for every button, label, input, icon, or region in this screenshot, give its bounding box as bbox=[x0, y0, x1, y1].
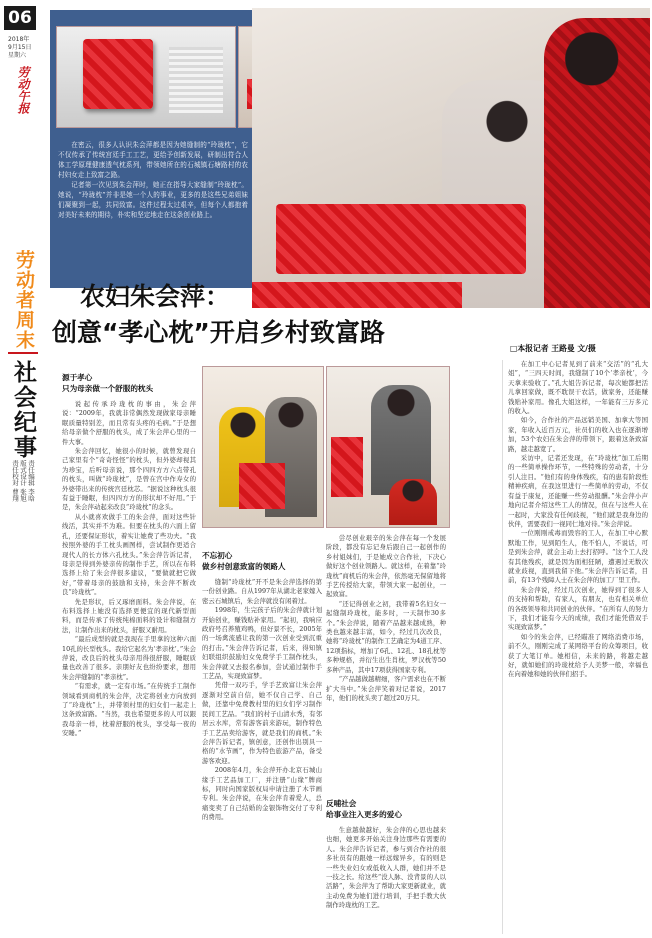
section-name-secondary: 社会纪事 bbox=[10, 360, 36, 460]
subhead-give-back bbox=[326, 798, 446, 820]
subhead-origin-title: 源于孝心 bbox=[62, 373, 93, 382]
body-paragraph: “有需求，就一定有市场。”在传统手工制作领域看到商机的朱会萍，决定将创业方向放到了“玲珑枕”上，并带领村里的妇女们一起走上这条致富路。“当然，我也希望更多的人可以跟我母亲一样，枕着舒服的枕头，享受每一夜的安睡。” bbox=[62, 682, 196, 738]
newspaper-logo: 劳动午报 bbox=[16, 66, 30, 114]
proof-credit: 责任校对 曹翔 bbox=[11, 460, 19, 502]
pillow-photo bbox=[56, 26, 236, 128]
date-year: 2018年 bbox=[8, 36, 30, 43]
red-pillow-image bbox=[83, 39, 153, 109]
body-paragraph: 采访中，记者还发现，在“玲珑枕”加工后期的一些简单操作环节，一些特殊的劳动者，十分引人注目。“他们有的身体残疾，有的患有阶段性精神疾病，在我这里进行一些简单的劳动，不仅有益于康复，还能赚一些劳动报酬。”朱会萍小声地向记者介绍这些工人的情况，但在与这些人在一起时，大家没有任何歧视，“他们就是我身边的伙伴，需要我们一视同仁地对待。”朱会萍说。 bbox=[508, 454, 648, 528]
sewing-pillow-stack-image bbox=[331, 437, 363, 497]
section-name-primary: 劳动者周末 bbox=[13, 250, 35, 350]
intro-paragraph: 记者第一次见到朱会萍时，她正在指导大家缝制“玲珑枕”。她说，“玲珑枕”并非是她一个人的事业，更多的是这些兄弟姐妹们凝聚到一起，共同致富。这件过程太过艰辛，但每个人都抱着对美好未来的期待，朴实和坚定地走在这条创业路上。 bbox=[58, 181, 248, 219]
column-4 bbox=[508, 360, 648, 934]
column-1 bbox=[62, 400, 196, 934]
main-photo bbox=[252, 8, 650, 308]
woman-right-figure bbox=[544, 18, 650, 308]
body-paragraph: 尝尽创业艰辛的朱会萍在每一个发展阶段，都没有忘记身后跟自己一起创作的乡村姐妹们，于是她成立合作社，下决心做好这个创业领路人。就这样，在着靠“玲珑枕”商机后的朱会萍，依然毫无保留地将手艺传授给大家，带领大家一起创业，一起致富。 bbox=[326, 534, 446, 599]
sewing-photo bbox=[326, 366, 450, 528]
body-paragraph: 1998年，生完孩子后的朱会萍就计划开始创业，赚钱贴补家用。“起初，我响应政府号召养殖鸡鸭，但好景不长，2005年的一场禽流感让我的第一次创业受到沉重的打击。”朱会萍告诉记者，后来，得知镇妇联组织鼓励妇女免费学手工制作枕头，朱会萍就又去报名参加，尝试通过制作手工艺品，实现致富梦。 bbox=[202, 606, 322, 681]
subhead-origin bbox=[62, 372, 198, 394]
weekday: 星期六 bbox=[8, 52, 27, 59]
intro-paragraph: 在密云，很多人认识朱会萍都是因为她缝制的“玲珑枕”，它不仅传承了传统宫廷手工工艺，更给予创新发展，研制出符合人体工学原理健康透气枕系列，带领她所在的石城镇石塘路村的农村妇女走上致富之路。 bbox=[58, 141, 248, 179]
subhead-give-back-title: 反哺社会 bbox=[326, 799, 357, 808]
headline-line1: 农妇朱会萍： bbox=[80, 282, 231, 311]
editor-credits bbox=[11, 460, 35, 570]
date-day: 9月15日 bbox=[8, 44, 32, 51]
body-paragraph: 如今的朱会萍，已经瞄准了网络消费市场，前不久，刚刚完成了某网络平台的众筹项目，收获了大笔订单。她相信，未来的路，将越走越好，就如她们的玲珑枕给予人美梦一般，幸福也在向着她和她的伙伴们招手。 bbox=[508, 632, 648, 679]
body-paragraph: 一位刚刚戒毒而毁容的工人，在加工中心默默地工作，见到陌生人，他不怕人，不说话，可是到朱会萍，就会主动上去打招呼。“这个工人没有其他残疾，就是因为面相狂陋，遭遇过无数次就业歧视，直到我留下他。”朱会萍告诉记者，目前，有13个残障人士在朱会萍的加工厂里工作。 bbox=[508, 529, 648, 585]
body-paragraph: “最后成型的就是我现在手里拿的这种六面10孔的长型枕头。我给它起名为‘孝亲枕’。”朱会萍说，改良后的枕头母亲用得很舒服，睡眠质量也改善了很多。亲朋好友也纷纷要求，想用朱会萍缝制的“孝亲枕”。 bbox=[62, 635, 196, 681]
page-number: 06 bbox=[4, 6, 36, 30]
body-paragraph: 从小就喜欢做手工的朱会萍，面对这些针线活，其实并不为难。但要在枕头的六面上留孔，还要保证形状，着实让她费了些功夫。“我按照外婆的手工枕头画图样，尝试制作更适合现代人的长方体六孔枕头。”朱会萍告诉记者，母亲是得到外婆亲传的制作手艺，所以在布料选择上给了朱会萍很多建议，“要做就把它做好，”带着母亲的鼓励和支持，朱会萍不断改良“玲珑枕”。 bbox=[62, 512, 196, 597]
workshop-photo bbox=[202, 366, 324, 528]
body-paragraph: 如今，合作社的产品远销美国、加拿大等国家，年收入近百万元，社员们的收入也在逐渐增加，53个农妇在朱会萍的带领下，跟着这条致富路，越走越宽了。 bbox=[508, 416, 648, 453]
body-paragraph: 朱会萍说，经过几次创业，她得到了很多人的支持和帮助，有家人，有朋友，也有相关单位的各级领导和共同创业的伙伴。“在所有人的努力下，我们才能有今天的成绩，我们才能凭借双手实现致富梦。” bbox=[508, 585, 648, 632]
body-paragraph: 生意越做越好，朱会萍的心思也越来也细，她更多开始关注身边那些有需要的人。朱会萍告诉记者，参与到合作社的很多社员有的跟她一样远嫁异乡，有的则是一些失业妇女或低收入人群，她们并不是一技之长。给这些“没人脉、没背景的人以活路”，朱会萍为了帮助大家更新就业，就主动免费为她们进行培训，手把手教大伙制作玲珑枕的工艺。 bbox=[326, 826, 446, 910]
column-3 bbox=[326, 534, 446, 796]
workshop-pillow-image bbox=[239, 463, 285, 509]
body-paragraph: 缝制“玲珑枕”开不是朱会萍选择的第一份创业路。自从1997年从湖北老家嫁入密云石城镇后，朱会萍就没有闲着过。 bbox=[202, 578, 322, 605]
body-paragraph: 2008年4月，朱会萍开办北京石城山缘手工艺品加工厂，并注册“山缘”牌商标，同时向国家版权局申请注册了木节画专利。朱会萍说，在朱会萍肯着爱人，总痛变卖了自己结婚的金银饰物交付了专利的费用。 bbox=[202, 766, 322, 822]
design-credit: 版式设计 张旭 bbox=[19, 460, 27, 502]
body-paragraph: 先是形状，后又琢磨面料。朱会萍说，在布料选择上她没有选择更便宜的现代新型面料，而是传承了传统纯棉面料的设计和缝制方法，让制作出来的枕头，舒服又耐用。 bbox=[62, 597, 196, 634]
editor-credit: 责任编辑 李晗 bbox=[27, 460, 35, 502]
intro-text bbox=[58, 140, 248, 286]
subhead-initial-heart bbox=[202, 550, 322, 572]
column-3-lower bbox=[326, 826, 446, 934]
body-paragraph: “还记得创业之初，我带着5名妇女一起缝制玲珑枕，能多时，一天制作30多个。”朱会萍说，随着产品越来越成熟，种类也越来越丰富，如今，经过几次改良，她将“玲珑枕”的制作工艺确定为4道工序、12项指标，增加了6孔、12孔、18孔枕等多种规格，并衍生出生肖枕，罗汉枕等50多种产品，其中17项获得国家专利。 bbox=[326, 599, 446, 674]
body-paragraph: 说起传承玲珑枕的事由，朱会萍说：“2009年，我就非常偶然发现做家母亲睡眠质量特别差，而且常有头疼的毛病。”于是想给母亲做个舒服的枕头，成了朱会萍心里的一件大事。 bbox=[62, 400, 196, 446]
held-pillow-image bbox=[276, 204, 526, 274]
subhead-initial-heart-subtitle: 做乡村创意致富的领路人 bbox=[202, 562, 286, 571]
body-paragraph: 在加工中心记者见到了前来“交活”的“孔大姐”，“三四天时间，我缝制了10个‘孝亲枕’，今天拿来验收了。”孔大姐告诉记者，每次她都把活儿拿回家做，既不耽误干农活，做家务，还能赚钱贴补家用。像孔大姐这样，一年能有三万多元的收入。 bbox=[508, 360, 648, 416]
headline-line2: 创意“孝心枕”开启乡村致富路 bbox=[52, 318, 385, 347]
body-paragraph: 朱会萍回忆，她很小的时候，就曾发现自己家里有个“奇奇怪怪”的枕头，但外婆却视其为珍宝，后听母亲说，那个四四方方六点带孔的枕头，叫做“玲珑枕”，是曾在宫中作寿女的外婆带出来的传统宫廷枕芯。“据说这种枕头很有益于睡眠，但四四方方的形状却不好用。”于是，朱会萍动起来改良“玲珑枕”的念头。 bbox=[62, 447, 196, 512]
table-pillow-image bbox=[252, 282, 462, 308]
fabric-roll-image bbox=[169, 47, 223, 113]
sewing-worker-figure bbox=[389, 479, 437, 525]
body-paragraph: 凭借一双巧手，学手艺致富让朱会萍逐渐对空前自信，她不仅自己学、自己做，还靠中免费教村里的妇女们学习制作民间工艺品。“我们的村子山清水秀，有邻居云水库，常有游客前来游玩，制作特色手工艺品卖给游客，就是我们的商机。”朱会萍告诉记者，镇创意，还创作出别具一格的“水节画”，作为特色旅游产品，备受游客欢迎。 bbox=[202, 681, 322, 765]
subhead-give-back-subtitle: 给事业注入更多的爱心 bbox=[326, 810, 402, 819]
subhead-initial-heart-title: 不忘初心 bbox=[202, 551, 233, 560]
section-divider bbox=[8, 352, 38, 354]
body-paragraph: “产品越做越精细，客户需求也在不断扩大当中。”朱会萍笑着对记者说，2017年，他们的枕头卖了超过20万只。 bbox=[326, 675, 446, 702]
byline: □本报记者 王路曼 文/摄 bbox=[510, 344, 596, 353]
issue-date bbox=[8, 36, 31, 60]
column-2 bbox=[202, 578, 322, 934]
column-rule bbox=[502, 360, 503, 934]
subhead-origin-subtitle: 只为母亲做一个舒服的枕头 bbox=[62, 384, 154, 393]
